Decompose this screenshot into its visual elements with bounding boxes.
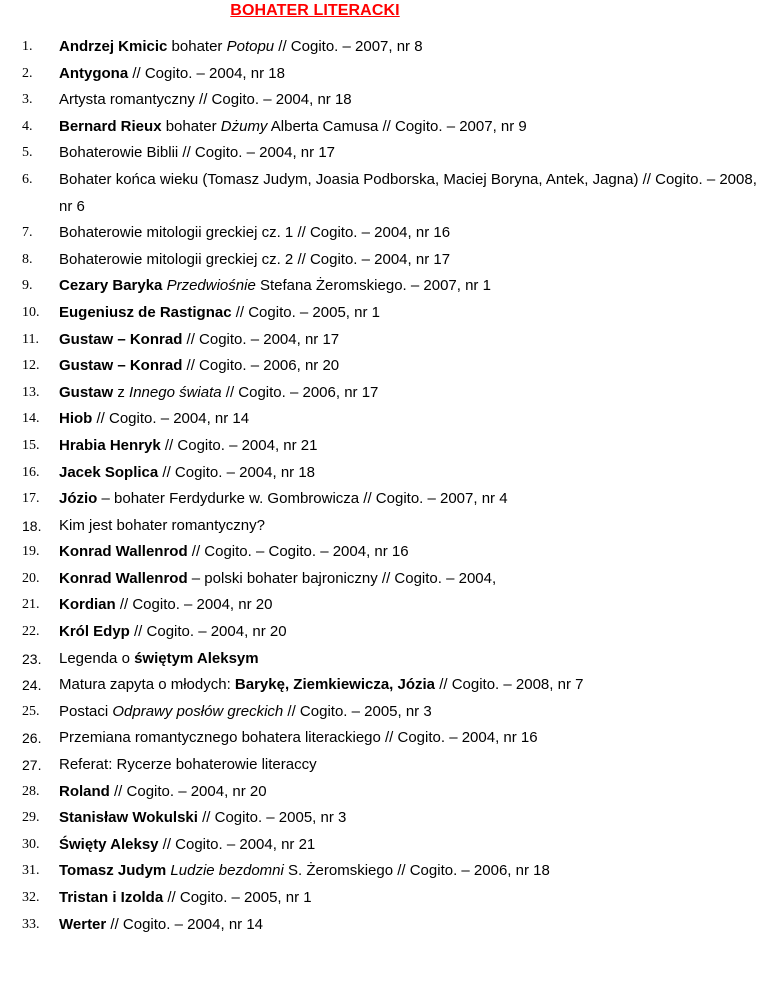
text-segment: Stefana Żeromskiego. – 2007, nr 1 (255, 277, 491, 295)
item-text (59, 61, 759, 88)
text-segment: Bohaterowie mitologii greckiej cz. 2 // Cogito. – 2004, nr 17 (59, 250, 451, 268)
bold-segment: Werter (59, 915, 107, 933)
text-segment: // Cogito. – Cogito. – 2004, nr 16 (187, 543, 409, 561)
item-text (59, 805, 759, 832)
list-item (0, 621, 768, 648)
list-item (0, 435, 768, 462)
bold-segment: Konrad Wallenrod (59, 543, 188, 561)
item-text (59, 327, 759, 354)
item-number: 19. (22, 544, 40, 560)
item-number: 22. (22, 624, 40, 640)
item-number: 25. (22, 703, 40, 719)
item-text (59, 513, 759, 540)
item-number: 12. (22, 358, 40, 374)
item-text (59, 273, 759, 300)
list-item (0, 594, 768, 621)
bold-segment: Święty Aleksy (59, 835, 159, 853)
text-segment: // Cogito. – 2004, nr 21 (158, 835, 316, 853)
text-segment: Postaci (59, 702, 113, 720)
item-text (59, 832, 759, 859)
bold-segment: Gustaw – Konrad (59, 357, 183, 375)
text-segment: // Cogito. – 2004, nr 18 (128, 64, 285, 82)
item-text (59, 167, 759, 220)
list-item (0, 116, 768, 143)
bold-segment: Roland (59, 782, 110, 800)
item-number: 32. (22, 890, 40, 905)
bold-segment: Cezary Baryka (59, 277, 163, 295)
text-segment: Kim jest bohater romantyczny? (59, 516, 265, 534)
italic-segment: Potopu (226, 38, 275, 55)
item-number: 33. (22, 916, 40, 932)
bold-segment: Tristan i Izolda (59, 889, 164, 906)
item-number: 1. (22, 39, 33, 54)
list-item (0, 568, 768, 595)
bold-segment: Barykę, Ziemkiewicza, Józia (234, 676, 436, 694)
text-segment: // Cogito. – 2004, nr 14 (106, 915, 264, 933)
item-number: 13. (22, 384, 40, 400)
item-number: 27. (22, 757, 42, 774)
list-item (0, 275, 768, 302)
list-item (0, 63, 768, 90)
list-item (0, 408, 768, 435)
italic-segment: Dżumy (220, 117, 268, 135)
item-number: 16. (22, 464, 40, 480)
text-segment: // Cogito. – 2004, nr 20 (109, 782, 267, 800)
list-item (0, 887, 768, 914)
item-text (59, 646, 759, 673)
list-item (0, 488, 768, 515)
text-segment: bohater (161, 117, 221, 135)
text-segment: // Cogito. – 2006, nr 17 (221, 383, 379, 401)
item-number: 15. (22, 437, 40, 453)
text-segment: bohater (167, 38, 227, 55)
text-segment: Referat: Rycerze bohaterowie literaccy (59, 756, 317, 774)
item-number: 7. (22, 225, 33, 241)
item-text (59, 752, 759, 779)
item-number: 9. (22, 278, 33, 294)
item-text (59, 885, 759, 912)
bold-segment: Kordian (59, 596, 116, 614)
text-segment: // Cogito. – 2005, nr 1 (231, 303, 380, 321)
text-segment: Przemiana romantycznego bohatera literackiego // Cogito. – 2004, nr 16 (59, 729, 538, 747)
list-item (0, 727, 768, 754)
text-segment: // Cogito. – 2004, nr 20 (115, 596, 273, 614)
item-text (59, 672, 759, 699)
item-text (59, 353, 759, 380)
bold-segment: Konrad Wallenrod (59, 569, 188, 587)
text-segment: Bohaterowie Biblii // Cogito. – 2004, nr 17 (59, 144, 335, 162)
italic-segment: Ludzie bezdomni (170, 862, 284, 880)
list-item (0, 674, 768, 701)
text-segment: Bohaterowie mitologii greckiej cz. 1 // Cogito. – 2004, nr 16 (59, 224, 451, 242)
item-text (59, 779, 759, 806)
text-segment: // Cogito. – 2005, nr 3 (283, 702, 432, 720)
list-item (0, 834, 768, 861)
list-item (0, 329, 768, 356)
item-text (59, 220, 759, 247)
text-segment: // Cogito. – 2004, nr 18 (158, 463, 316, 481)
bold-segment: Antygona (59, 64, 129, 82)
bold-segment: Andrzej Kmicic (59, 38, 168, 55)
text-segment: Legenda o (59, 649, 135, 667)
text-segment: // Cogito. – 2004, nr 17 (182, 330, 340, 348)
list-item (0, 515, 768, 542)
list-item (0, 914, 768, 941)
list-item (0, 462, 768, 489)
list-item (0, 541, 768, 568)
list-item (0, 142, 768, 169)
italic-segment: Innego świata (129, 383, 222, 401)
bold-segment: Bernard Rieux (59, 117, 162, 135)
text-segment: // Cogito. – 2008, nr 7 (435, 676, 584, 694)
text-segment: Bohater końca wieku (Tomasz Judym, Joasia Podborska, Maciej Boryna, Antek, Jagna) // Cogito. – 2008, nr 6 (59, 170, 757, 215)
item-number: 21. (22, 597, 40, 613)
list-item (0, 701, 768, 728)
item-text (59, 140, 759, 167)
text-segment: // Cogito. – 2004, nr 20 (129, 623, 287, 641)
bold-segment: Eugeniusz de Rastignac (59, 303, 232, 321)
list-item (0, 807, 768, 834)
text-segment: – polski bohater bajroniczny // Cogito. – 2004, (187, 569, 497, 587)
item-number: 29. (22, 810, 40, 826)
bold-segment: Tomasz Judym (59, 862, 167, 880)
page-title: BOHATER LITERACKI (230, 2, 400, 19)
item-text (59, 539, 759, 566)
item-number: 17. (22, 491, 40, 507)
text-segment: Matura zapyta o młodych: (59, 676, 235, 694)
bold-segment: świętym Aleksym (134, 649, 259, 667)
bold-segment: Hiob (59, 410, 93, 428)
italic-segment: Odprawy posłów greckich (112, 702, 284, 720)
item-number: 2. (22, 65, 33, 81)
list-item (0, 249, 768, 276)
item-text (59, 566, 759, 593)
bold-segment: Gustaw – Konrad (59, 330, 183, 348)
item-number: 24. (22, 677, 42, 694)
item-text (59, 858, 759, 885)
item-number: 31. (22, 863, 40, 879)
item-number: 4. (22, 118, 33, 134)
item-number: 8. (22, 251, 33, 267)
text-segment: // Cogito. – 2006, nr 20 (182, 357, 340, 375)
list-item (0, 355, 768, 382)
item-text (59, 300, 759, 327)
text-segment: – bohater Ferdydurke w. Gombrowicza // Cogito. – 2007, nr 4 (97, 490, 508, 508)
list-item (0, 89, 768, 116)
item-text (59, 114, 759, 141)
item-number: 6. (22, 171, 33, 187)
text-segment: Alberta Camusa // Cogito. – 2007, nr 9 (267, 117, 527, 135)
item-text (59, 87, 759, 114)
text-segment: // Cogito. – 2005, nr 1 (163, 889, 312, 906)
item-number: 3. (22, 92, 33, 108)
item-number: 10. (22, 304, 40, 320)
list-item (0, 754, 768, 781)
list-item (0, 169, 768, 222)
text-segment: // Cogito. – 2004, nr 14 (92, 410, 250, 428)
list-item (0, 382, 768, 409)
item-text (59, 380, 759, 407)
item-text (59, 406, 759, 433)
item-text (59, 725, 759, 752)
item-number: 28. (22, 783, 40, 799)
italic-segment: Przedwiośnie (166, 277, 256, 295)
item-number: 11. (22, 331, 39, 347)
list-item (0, 36, 768, 63)
item-text (59, 247, 759, 274)
list-item (0, 781, 768, 808)
list-item (0, 860, 768, 887)
bold-segment: Stanisław Wokulski (59, 809, 198, 827)
item-text (59, 433, 759, 460)
item-number: 5. (22, 145, 33, 161)
item-text (59, 592, 759, 619)
item-number: 20. (22, 570, 40, 586)
text-segment: Artysta romantyczny // Cogito. – 2004, nr 18 (59, 91, 352, 109)
list-item (0, 648, 768, 675)
item-text (59, 460, 759, 487)
bold-segment: Józio (59, 490, 98, 508)
bibliography-list (0, 36, 768, 940)
item-text (59, 699, 759, 726)
item-text (59, 486, 759, 513)
item-text (59, 619, 759, 646)
text-segment: // Cogito. – 2004, nr 21 (160, 436, 318, 454)
item-number: 26. (22, 730, 42, 747)
item-number: 30. (22, 836, 40, 852)
bold-segment: Król Edyp (59, 623, 130, 641)
text-segment: z (113, 383, 130, 401)
bold-segment: Jacek Soplica (59, 463, 159, 481)
text-segment: // Cogito. – 2007, nr 8 (274, 38, 423, 55)
item-number: 18. (22, 517, 42, 534)
item-number: 14. (22, 411, 40, 427)
bold-segment: Hrabia Henryk (59, 436, 161, 454)
item-number: 23. (22, 650, 42, 667)
text-segment: S. Żeromskiego // Cogito. – 2006, nr 18 (283, 862, 550, 880)
text-segment: // Cogito. – 2005, nr 3 (197, 809, 347, 827)
bold-segment: Gustaw (59, 383, 114, 401)
list-item (0, 302, 768, 329)
item-text (59, 34, 759, 61)
list-item (0, 222, 768, 249)
item-text (59, 912, 759, 939)
